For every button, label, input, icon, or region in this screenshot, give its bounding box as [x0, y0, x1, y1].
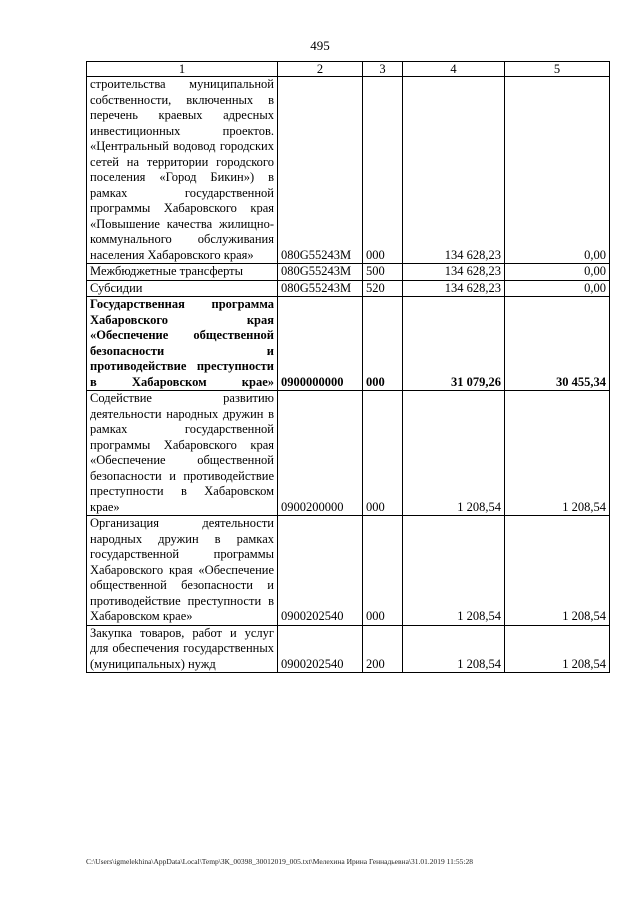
row-expense-type: 520 — [363, 280, 403, 297]
table-header-row — [87, 62, 610, 77]
row-sum-1: 1 208,54 — [403, 516, 505, 626]
header-col-2: 2 — [278, 62, 363, 77]
row-code: 080G55243M — [278, 264, 363, 281]
row-name: Закупка товаров, работ и услуг для обеспечения государственных (муниципальных) нужд — [87, 625, 278, 673]
row-sum-2: 0,00 — [505, 77, 610, 264]
row-sum-1: 134 628,23 — [403, 280, 505, 297]
row-name: Субсидии — [87, 280, 278, 297]
row-expense-type: 000 — [363, 516, 403, 626]
row-sum-1: 1 208,54 — [403, 391, 505, 516]
row-expense-type: 500 — [363, 264, 403, 281]
file-path-footer: C:\Users\igmelekhina\AppData\Local\Temp\ЗК_00398_30012019_005.txt\Мелехина Ирина Геннадьевна\31.01.2019 11:55:28 — [86, 857, 473, 866]
row-expense-type: 200 — [363, 625, 403, 673]
table-row — [87, 264, 610, 281]
table-row — [87, 516, 610, 626]
row-name: Государственная программа Хабаровского края «Обеспечение общественной безопасности и противодействие преступности в Хабаровском крае» — [87, 297, 278, 391]
row-name: Содействие развитию деятельности народных дружин в рамках государственной программы Хабаровского края «Обеспечение общественной безопасности и противодействие преступности в Хабаровском крае» — [87, 391, 278, 516]
header-col-5: 5 — [505, 62, 610, 77]
row-sum-2: 0,00 — [505, 280, 610, 297]
table-row — [87, 625, 610, 673]
row-sum-1: 31 079,26 — [403, 297, 505, 391]
row-expense-type: 000 — [363, 297, 403, 391]
row-expense-type: 000 — [363, 391, 403, 516]
row-name: строительства муниципальной собственности, включенных в перечень краевых адресных инвестиционных проектов. «Центральный водовод городских сетей на территории городского поселения «Город Бикин») в рамках государственной программы Хабаровского края «Повышение качества жилищно-коммунального обслуживания населения Хабаровского края» — [87, 77, 278, 264]
row-name: Межбюджетные трансферты — [87, 264, 278, 281]
page-number: 495 — [310, 38, 330, 53]
table-row — [87, 77, 610, 264]
row-code: 0900202540 — [278, 625, 363, 673]
row-code: 0900000000 — [278, 297, 363, 391]
table-row — [87, 280, 610, 297]
row-code: 080G55243M — [278, 280, 363, 297]
row-sum-2: 0,00 — [505, 264, 610, 281]
row-sum-2: 1 208,54 — [505, 391, 610, 516]
table-row-program — [87, 297, 610, 391]
budget-table — [86, 61, 610, 673]
row-code: 080G55243M — [278, 77, 363, 264]
row-name: Организация деятельности народных дружин в рамках государственной программы Хабаровского края «Обеспечение общественной безопасности и противодействие преступности в Хабаровском крае» — [87, 516, 278, 626]
row-expense-type: 000 — [363, 77, 403, 264]
row-sum-2: 1 208,54 — [505, 516, 610, 626]
header-col-3: 3 — [363, 62, 403, 77]
row-code: 0900200000 — [278, 391, 363, 516]
row-sum-2: 1 208,54 — [505, 625, 610, 673]
row-code: 0900202540 — [278, 516, 363, 626]
row-sum-2: 30 455,34 — [505, 297, 610, 391]
row-sum-1: 134 628,23 — [403, 77, 505, 264]
header-col-4: 4 — [403, 62, 505, 77]
header-col-1: 1 — [87, 62, 278, 77]
row-sum-1: 1 208,54 — [403, 625, 505, 673]
row-sum-1: 134 628,23 — [403, 264, 505, 281]
table-row — [87, 391, 610, 516]
